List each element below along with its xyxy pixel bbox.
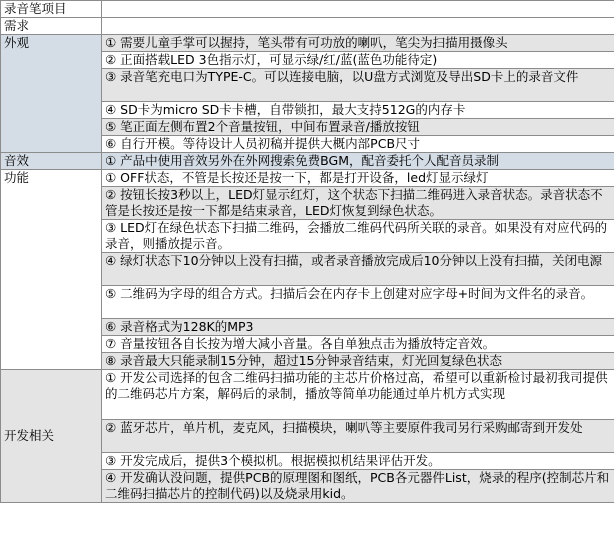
category-appearance[interactable]: 外观 [1, 35, 102, 153]
project-title[interactable]: 录音笔项目 [1, 1, 102, 18]
function-item-8[interactable]: ⑧ 录音最大只能录制15分钟，超过15分钟录音结束，灯光回复绿色状态 [102, 353, 614, 370]
appearance-item-1[interactable]: ① 需要儿童手掌可以握持，笔头带有可功放的喇叭，笔尖为扫描用摄像头 [102, 35, 614, 52]
requirements-header[interactable]: 需求 [1, 18, 102, 35]
function-item-4[interactable]: ④ 绿灯状态下10分钟以上没有扫描，或者录音播放完成后10分钟以上没有扫描，关闭电源 [102, 253, 614, 286]
function-item-6[interactable]: ⑥ 录音格式为128K的MP3 [102, 319, 614, 336]
appearance-item-5[interactable]: ⑤ 笔正面左侧布置2个音量按钮，中间布置录音/播放按钮 [102, 119, 614, 136]
sound-item-1[interactable]: ① 产品中使用音效另外在外网搜索免费BGM，配音委托个人配音员录制 [102, 153, 614, 170]
empty-cell[interactable] [102, 1, 614, 18]
empty-cell[interactable] [102, 18, 614, 35]
appearance-item-6[interactable]: ⑥ 自行开模。等待设计人员初稿并提供大概内部PCB尺寸 [102, 136, 614, 153]
development-item-2[interactable]: ② 蓝牙芯片，单片机，麦克风，扫描模块，喇叭等主要原件我司另行采购邮寄到开发处 [102, 420, 614, 453]
development-item-1[interactable]: ① 开发公司选择的包含二维码扫描功能的主芯片价格过高，希望可以重新检讨最初我司提供的二维码芯片方案，解码后的录制，播放等简单功能通过单片机方式实现 [102, 370, 614, 420]
appearance-item-3[interactable]: ③ 录音笔充电口为TYPE-C。可以连接电脑，以U盘方式浏览及导出SD卡上的录音文件 [102, 69, 614, 102]
category-development[interactable]: 开发相关 [1, 370, 102, 503]
function-item-5[interactable]: ⑤ 二维码为字母的组合方式。扫描后会在内存卡上创建对应字母+时间为文件名的录音。 [102, 286, 614, 319]
function-item-3[interactable]: ③ LED灯在绿色状态下扫描二维码，会播放二维码代码所关联的录音。如果没有对应代码的录音，则播放提示音。 [102, 220, 614, 253]
development-item-4[interactable]: ④ 开发确认没问题，提供PCB的原理图和图纸，PCB各元器件List，烧录的程序(控制芯片和二维码扫描芯片的控制代码)以及烧录用kid。 [102, 470, 614, 503]
development-item-3[interactable]: ③ 开发完成后，提供3个模拟机。根据模拟机结果评估开发。 [102, 453, 614, 470]
function-item-7[interactable]: ⑦ 音量按钮各自长按为增大减小音量。各自单独点击为播放特定音效。 [102, 336, 614, 353]
appearance-item-4[interactable]: ④ SD卡为micro SD卡卡槽，自带锁扣，最大支持512G的内存卡 [102, 102, 614, 119]
category-sound[interactable]: 音效 [1, 153, 102, 170]
category-function[interactable]: 功能 [1, 170, 102, 370]
function-item-1[interactable]: ① OFF状态，不管是长按还是按一下，都是打开设备，led灯显示绿灯 [102, 170, 614, 187]
appearance-item-2[interactable]: ② 正面搭载LED 3色指示灯，可显示绿/红/蓝(蓝色功能待定) [102, 52, 614, 69]
function-item-2[interactable]: ② 按钮长按3秒以上，LED灯显示红灯，这个状态下扫描二维码进入录音状态。录音状态不管是长按还是按一下都是结束录音，LED灯恢复到绿色状态。 [102, 187, 614, 220]
